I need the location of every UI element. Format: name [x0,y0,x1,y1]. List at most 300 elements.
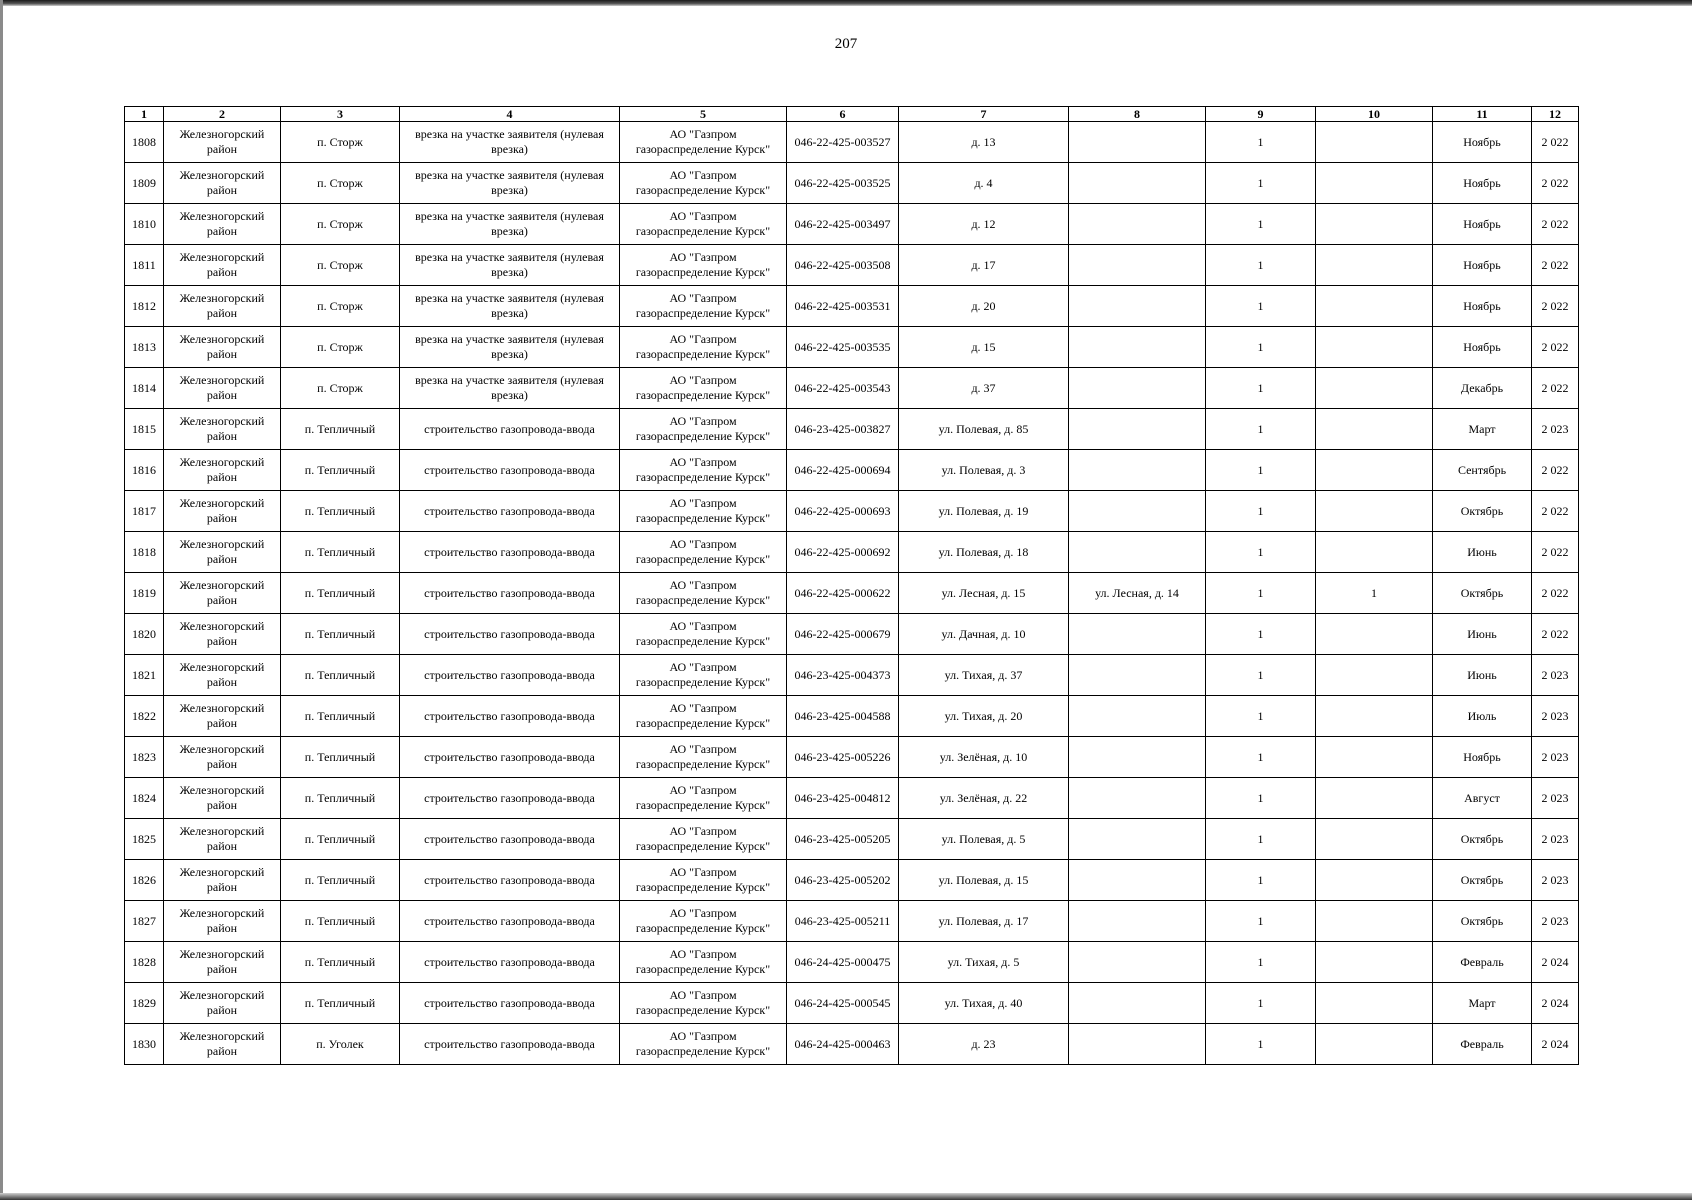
table-row [125,491,1579,532]
scan-top-edge [0,0,1692,6]
month-cell: Август [1433,778,1532,819]
address-cell: ул. Лесная, д. 15 [899,573,1069,614]
year-cell: 2 022 [1532,532,1579,573]
row-number: 1819 [125,573,164,614]
column-10-cell [1316,286,1433,327]
table-row [125,819,1579,860]
application-number-cell: 046-22-425-003508 [787,245,899,286]
address-cell: д. 23 [899,1024,1069,1065]
column-10-cell [1316,983,1433,1024]
month-cell: Ноябрь [1433,204,1532,245]
organization-cell: АО "Газпром газораспределение Курск" [620,614,787,655]
application-number-cell: 046-23-425-004588 [787,696,899,737]
column-10-cell [1316,368,1433,409]
month-cell: Октябрь [1433,573,1532,614]
work-type-cell: врезка на участке заявителя (нулевая врезка) [400,327,620,368]
address-extra-cell [1069,163,1206,204]
table-body [125,122,1579,1065]
address-extra-cell [1069,860,1206,901]
row-number: 1812 [125,286,164,327]
year-cell: 2 023 [1532,778,1579,819]
address-cell: д. 37 [899,368,1069,409]
table-row [125,696,1579,737]
address-extra-cell [1069,368,1206,409]
row-number: 1817 [125,491,164,532]
address-cell: д. 13 [899,122,1069,163]
address-cell: ул. Полевая, д. 17 [899,901,1069,942]
settlement-cell: п. Тепличный [281,532,400,573]
address-extra-cell: ул. Лесная, д. 14 [1069,573,1206,614]
scan-bottom-edge [0,1193,1692,1200]
district-cell: Железногорский район [164,204,281,245]
organization-cell: АО "Газпром газораспределение Курск" [620,860,787,901]
table-row [125,245,1579,286]
settlement-cell: п. Тепличный [281,901,400,942]
column-9-cell: 1 [1206,286,1316,327]
table-row [125,942,1579,983]
column-10-cell [1316,696,1433,737]
settlement-cell: п. Сторж [281,286,400,327]
settlement-cell: п. Тепличный [281,450,400,491]
year-cell: 2 022 [1532,286,1579,327]
month-cell: Март [1433,409,1532,450]
column-9-cell: 1 [1206,778,1316,819]
year-cell: 2 022 [1532,368,1579,409]
work-type-cell: врезка на участке заявителя (нулевая врезка) [400,245,620,286]
month-cell: Октябрь [1433,901,1532,942]
address-extra-cell [1069,942,1206,983]
row-number: 1825 [125,819,164,860]
year-cell: 2 022 [1532,163,1579,204]
address-extra-cell [1069,245,1206,286]
settlement-cell: п. Тепличный [281,614,400,655]
settlement-cell: п. Тепличный [281,860,400,901]
column-9-cell: 1 [1206,942,1316,983]
work-type-cell: строительство газопровода-ввода [400,819,620,860]
column-9-cell: 1 [1206,573,1316,614]
page-number: 207 [834,36,858,52]
year-cell: 2 022 [1532,245,1579,286]
organization-cell: АО "Газпром газораспределение Курск" [620,204,787,245]
table-row [125,122,1579,163]
work-type-cell: врезка на участке заявителя (нулевая врезка) [400,163,620,204]
column-9-cell: 1 [1206,1024,1316,1065]
address-extra-cell [1069,901,1206,942]
address-extra-cell [1069,327,1206,368]
month-cell: Октябрь [1433,860,1532,901]
work-type-cell: врезка на участке заявителя (нулевая врезка) [400,204,620,245]
column-10-cell [1316,942,1433,983]
work-type-cell: врезка на участке заявителя (нулевая врезка) [400,286,620,327]
table-row [125,163,1579,204]
column-9-cell: 1 [1206,409,1316,450]
address-cell: д. 17 [899,245,1069,286]
column-9-cell: 1 [1206,655,1316,696]
month-cell: Июнь [1433,614,1532,655]
work-type-cell: строительство газопровода-ввода [400,1024,620,1065]
address-extra-cell [1069,409,1206,450]
column-10-cell [1316,532,1433,573]
address-extra-cell [1069,1024,1206,1065]
work-type-cell: строительство газопровода-ввода [400,491,620,532]
address-cell: ул. Зелёная, д. 10 [899,737,1069,778]
settlement-cell: п. Тепличный [281,737,400,778]
address-extra-cell [1069,983,1206,1024]
work-type-cell: строительство газопровода-ввода [400,737,620,778]
settlement-cell: п. Сторж [281,204,400,245]
column-10-cell [1316,1024,1433,1065]
settlement-cell: п. Тепличный [281,983,400,1024]
address-extra-cell [1069,450,1206,491]
address-extra-cell [1069,819,1206,860]
row-number: 1808 [125,122,164,163]
column-9-cell: 1 [1206,204,1316,245]
row-number: 1820 [125,614,164,655]
column-10-cell [1316,204,1433,245]
year-cell: 2 024 [1532,983,1579,1024]
row-number: 1811 [125,245,164,286]
settlement-cell: п. Сторж [281,163,400,204]
application-number-cell: 046-22-425-000694 [787,450,899,491]
organization-cell: АО "Газпром газораспределение Курск" [620,368,787,409]
organization-cell: АО "Газпром газораспределение Курск" [620,655,787,696]
application-number-cell: 046-22-425-003527 [787,122,899,163]
column-9-cell: 1 [1206,696,1316,737]
application-number-cell: 046-23-425-005226 [787,737,899,778]
work-type-cell: строительство газопровода-ввода [400,983,620,1024]
work-type-cell: строительство газопровода-ввода [400,942,620,983]
row-number: 1830 [125,1024,164,1065]
column-header: 9 [1206,107,1316,122]
table-row [125,286,1579,327]
month-cell: Ноябрь [1433,163,1532,204]
settlement-cell: п. Тепличный [281,491,400,532]
address-cell: ул. Полевая, д. 3 [899,450,1069,491]
column-9-cell: 1 [1206,327,1316,368]
application-number-cell: 046-22-425-000622 [787,573,899,614]
work-type-cell: строительство газопровода-ввода [400,655,620,696]
district-cell: Железногорский район [164,409,281,450]
address-cell: ул. Тихая, д. 20 [899,696,1069,737]
work-type-cell: строительство газопровода-ввода [400,901,620,942]
organization-cell: АО "Газпром газораспределение Курск" [620,696,787,737]
settlement-cell: п. Сторж [281,122,400,163]
month-cell: Сентябрь [1433,450,1532,491]
year-cell: 2 022 [1532,327,1579,368]
table-row [125,450,1579,491]
year-cell: 2 023 [1532,819,1579,860]
organization-cell: АО "Газпром газораспределение Курск" [620,327,787,368]
month-cell: Ноябрь [1433,122,1532,163]
work-type-cell: врезка на участке заявителя (нулевая врезка) [400,368,620,409]
district-cell: Железногорский район [164,819,281,860]
address-extra-cell [1069,286,1206,327]
work-type-cell: строительство газопровода-ввода [400,450,620,491]
application-number-cell: 046-22-425-003531 [787,286,899,327]
district-cell: Железногорский район [164,737,281,778]
application-number-cell: 046-23-425-003827 [787,409,899,450]
year-cell: 2 023 [1532,655,1579,696]
column-10-cell [1316,737,1433,778]
year-cell: 2 022 [1532,614,1579,655]
district-cell: Железногорский район [164,655,281,696]
row-number: 1829 [125,983,164,1024]
column-10-cell [1316,409,1433,450]
table-row [125,409,1579,450]
column-9-cell: 1 [1206,450,1316,491]
district-cell: Железногорский район [164,696,281,737]
row-number: 1818 [125,532,164,573]
column-10-cell [1316,122,1433,163]
organization-cell: АО "Газпром газораспределение Курск" [620,245,787,286]
column-header: 1 [125,107,164,122]
address-cell: ул. Тихая, д. 5 [899,942,1069,983]
application-number-cell: 046-22-425-003535 [787,327,899,368]
address-cell: ул. Полевая, д. 5 [899,819,1069,860]
application-number-cell: 046-22-425-000692 [787,532,899,573]
column-10-cell [1316,655,1433,696]
column-9-cell: 1 [1206,368,1316,409]
organization-cell: АО "Газпром газораспределение Курск" [620,450,787,491]
column-header: 11 [1433,107,1532,122]
year-cell: 2 022 [1532,573,1579,614]
year-cell: 2 023 [1532,860,1579,901]
column-10-cell [1316,163,1433,204]
address-cell: ул. Тихая, д. 40 [899,983,1069,1024]
column-9-cell: 1 [1206,245,1316,286]
table-row [125,737,1579,778]
column-10-cell [1316,245,1433,286]
organization-cell: АО "Газпром газораспределение Курск" [620,163,787,204]
address-cell: д. 15 [899,327,1069,368]
district-cell: Железногорский район [164,778,281,819]
address-cell: ул. Полевая, д. 15 [899,860,1069,901]
district-cell: Железногорский район [164,983,281,1024]
column-header: 8 [1069,107,1206,122]
row-number: 1816 [125,450,164,491]
month-cell: Декабрь [1433,368,1532,409]
work-type-cell: строительство газопровода-ввода [400,614,620,655]
year-cell: 2 023 [1532,696,1579,737]
year-cell: 2 023 [1532,901,1579,942]
address-cell: д. 12 [899,204,1069,245]
organization-cell: АО "Газпром газораспределение Курск" [620,942,787,983]
column-header: 2 [164,107,281,122]
district-cell: Железногорский район [164,532,281,573]
table-row [125,983,1579,1024]
address-extra-cell [1069,737,1206,778]
year-cell: 2 022 [1532,450,1579,491]
application-number-cell: 046-23-425-004812 [787,778,899,819]
column-9-cell: 1 [1206,819,1316,860]
address-extra-cell [1069,696,1206,737]
scan-left-edge [0,0,3,1200]
application-number-cell: 046-24-425-000475 [787,942,899,983]
settlement-cell: п. Сторж [281,327,400,368]
header-row [125,107,1579,122]
table-row [125,860,1579,901]
address-extra-cell [1069,122,1206,163]
organization-cell: АО "Газпром газораспределение Курск" [620,1024,787,1065]
table-row [125,327,1579,368]
column-10-cell [1316,901,1433,942]
month-cell: Июль [1433,696,1532,737]
address-extra-cell [1069,614,1206,655]
row-number: 1828 [125,942,164,983]
application-number-cell: 046-23-425-005205 [787,819,899,860]
settlement-cell: п. Тепличный [281,942,400,983]
column-9-cell: 1 [1206,983,1316,1024]
address-cell: ул. Полевая, д. 18 [899,532,1069,573]
application-number-cell: 046-23-425-005202 [787,860,899,901]
row-number: 1822 [125,696,164,737]
month-cell: Июнь [1433,532,1532,573]
month-cell: Октябрь [1433,491,1532,532]
district-cell: Железногорский район [164,245,281,286]
table-row [125,532,1579,573]
application-number-cell: 046-22-425-003497 [787,204,899,245]
row-number: 1815 [125,409,164,450]
district-cell: Железногорский район [164,450,281,491]
district-cell: Железногорский район [164,327,281,368]
settlement-cell: п. Сторж [281,245,400,286]
address-extra-cell [1069,491,1206,532]
application-number-cell: 046-24-425-000463 [787,1024,899,1065]
address-extra-cell [1069,204,1206,245]
column-header: 12 [1532,107,1579,122]
work-type-cell: строительство газопровода-ввода [400,573,620,614]
address-cell: д. 20 [899,286,1069,327]
organization-cell: АО "Газпром газораспределение Курск" [620,122,787,163]
district-cell: Железногорский район [164,491,281,532]
settlement-cell: п. Тепличный [281,409,400,450]
row-number: 1809 [125,163,164,204]
district-cell: Железногорский район [164,286,281,327]
row-number: 1814 [125,368,164,409]
month-cell: Март [1433,983,1532,1024]
application-number-cell: 046-22-425-000679 [787,614,899,655]
column-10-cell [1316,860,1433,901]
year-cell: 2 023 [1532,737,1579,778]
column-header: 6 [787,107,899,122]
year-cell: 2 024 [1532,1024,1579,1065]
district-cell: Железногорский район [164,1024,281,1065]
address-extra-cell [1069,532,1206,573]
application-number-cell: 046-22-425-000693 [787,491,899,532]
application-number-cell: 046-22-425-003543 [787,368,899,409]
application-number-cell: 046-24-425-000545 [787,983,899,1024]
district-cell: Железногорский район [164,573,281,614]
row-number: 1821 [125,655,164,696]
organization-cell: АО "Газпром газораспределение Курск" [620,409,787,450]
work-type-cell: строительство газопровода-ввода [400,860,620,901]
column-10-cell [1316,491,1433,532]
year-cell: 2 024 [1532,942,1579,983]
district-cell: Железногорский район [164,368,281,409]
column-10-cell [1316,819,1433,860]
district-cell: Железногорский район [164,942,281,983]
settlement-cell: п. Тепличный [281,655,400,696]
address-cell: ул. Дачная, д. 10 [899,614,1069,655]
year-cell: 2 022 [1532,491,1579,532]
work-type-cell: строительство газопровода-ввода [400,696,620,737]
gasification-table [124,106,1579,1065]
work-type-cell: строительство газопровода-ввода [400,778,620,819]
work-type-cell: строительство газопровода-ввода [400,409,620,450]
column-header: 4 [400,107,620,122]
column-9-cell: 1 [1206,737,1316,778]
table-row [125,204,1579,245]
month-cell: Ноябрь [1433,737,1532,778]
table-row [125,1024,1579,1065]
settlement-cell: п. Тепличный [281,573,400,614]
column-9-cell: 1 [1206,901,1316,942]
table-row [125,655,1579,696]
organization-cell: АО "Газпром газораспределение Курск" [620,778,787,819]
column-10-cell [1316,450,1433,491]
row-number: 1824 [125,778,164,819]
year-cell: 2 022 [1532,204,1579,245]
column-9-cell: 1 [1206,532,1316,573]
organization-cell: АО "Газпром газораспределение Курск" [620,573,787,614]
address-cell: ул. Зелёная, д. 22 [899,778,1069,819]
address-extra-cell [1069,655,1206,696]
organization-cell: АО "Газпром газораспределение Курск" [620,491,787,532]
month-cell: Ноябрь [1433,245,1532,286]
organization-cell: АО "Газпром газораспределение Курск" [620,901,787,942]
row-number: 1826 [125,860,164,901]
row-number: 1813 [125,327,164,368]
table-row [125,573,1579,614]
table-row [125,901,1579,942]
month-cell: Февраль [1433,1024,1532,1065]
settlement-cell: п. Тепличный [281,778,400,819]
month-cell: Ноябрь [1433,327,1532,368]
row-number: 1827 [125,901,164,942]
application-number-cell: 046-22-425-003525 [787,163,899,204]
column-9-cell: 1 [1206,163,1316,204]
column-10-cell [1316,614,1433,655]
row-number: 1823 [125,737,164,778]
column-10-cell [1316,778,1433,819]
address-cell: ул. Тихая, д. 37 [899,655,1069,696]
table-row [125,614,1579,655]
column-10-cell [1316,327,1433,368]
row-number: 1810 [125,204,164,245]
settlement-cell: п. Тепличный [281,696,400,737]
district-cell: Железногорский район [164,901,281,942]
application-number-cell: 046-23-425-005211 [787,901,899,942]
application-number-cell: 046-23-425-004373 [787,655,899,696]
month-cell: Февраль [1433,942,1532,983]
organization-cell: АО "Газпром газораспределение Курск" [620,286,787,327]
column-9-cell: 1 [1206,122,1316,163]
district-cell: Железногорский район [164,614,281,655]
column-9-cell: 1 [1206,491,1316,532]
year-cell: 2 023 [1532,409,1579,450]
work-type-cell: строительство газопровода-ввода [400,532,620,573]
address-cell: ул. Полевая, д. 85 [899,409,1069,450]
settlement-cell: п. Уголек [281,1024,400,1065]
column-10-cell: 1 [1316,573,1433,614]
year-cell: 2 022 [1532,122,1579,163]
month-cell: Октябрь [1433,819,1532,860]
organization-cell: АО "Газпром газораспределение Курск" [620,532,787,573]
district-cell: Железногорский район [164,860,281,901]
organization-cell: АО "Газпром газораспределение Курск" [620,819,787,860]
address-cell: ул. Полевая, д. 19 [899,491,1069,532]
column-header: 5 [620,107,787,122]
